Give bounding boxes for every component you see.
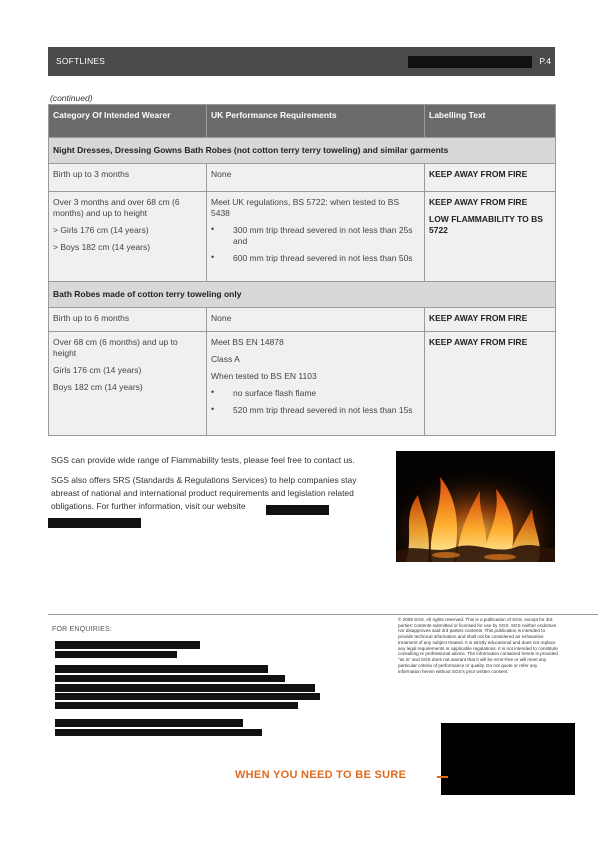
slogan-underline (437, 776, 448, 778)
label-text: LOW FLAMMABILITY TO BS 5722 (429, 214, 543, 236)
table-row (49, 164, 556, 192)
cell-wearer (49, 332, 207, 436)
page-number: P.4 (539, 56, 551, 66)
cell-label (425, 332, 556, 436)
enquiries-title: FOR ENQUIRIES: (52, 626, 112, 633)
wearer-line: > Girls 176 cm (14 years) (53, 225, 149, 236)
bullet-text: 520 mm trip thread severed in not less than 15s (233, 405, 413, 416)
flammability-requirements-table (48, 104, 556, 436)
bullet-text: no surface flash flame (233, 388, 317, 399)
section-title: SOFTLINES (56, 56, 106, 66)
cell-requirement (207, 192, 425, 282)
intro-paragraph: SGS can provide wide range of Flammability tests, please feel free to contact us. (51, 455, 355, 465)
redacted-header-block (408, 56, 532, 68)
cell-requirement (207, 332, 425, 436)
wearer-line: Over 3 months and over 68 cm (6 months) and up to height (53, 197, 180, 219)
label-text: KEEP AWAY FROM FIRE (429, 197, 528, 208)
bullet-item (211, 253, 420, 264)
redacted-contact-line (55, 684, 315, 692)
footer-divider (48, 614, 598, 615)
label-text: KEEP AWAY FROM FIRE (429, 313, 528, 324)
label-text: KEEP AWAY FROM FIRE (429, 337, 528, 348)
fire-flames-image (396, 451, 555, 562)
cell-requirement: None (207, 308, 425, 332)
cell-label (425, 308, 556, 332)
bullet-text: 600 mm trip thread severed in not less than 50s (233, 253, 413, 264)
bullet-icon: • (211, 252, 215, 263)
redacted-contact-line (55, 675, 285, 682)
cell-wearer: Birth up to 3 months (49, 164, 207, 192)
continued-label: (continued) (50, 93, 93, 103)
section-title-2: Bath Robes made of cotton terry toweling only (49, 282, 556, 308)
redacted-contact-line (55, 651, 177, 658)
wearer-line: Girls 176 cm (14 years) (53, 365, 142, 376)
bullet-icon: • (211, 224, 215, 235)
section-row-bath-robes (49, 282, 556, 308)
requirement-line: Meet BS EN 14878 (211, 337, 284, 348)
redacted-website-link-continued[interactable] (48, 518, 141, 528)
cell-label (425, 192, 556, 282)
table-header-row (49, 105, 556, 138)
label-text: KEEP AWAY FROM FIRE (429, 169, 528, 180)
wearer-line: Boys 182 cm (14 years) (53, 382, 143, 393)
requirement-intro: Meet UK regulations, BS 5722: when tested to BS 5438 (211, 197, 400, 219)
header-requirements: UK Performance Requirements (207, 105, 425, 138)
slogan: WHEN YOU NEED TO BE SURE (235, 769, 407, 781)
srs-paragraph: SGS also offers SRS (Standards & Regulations Services) to help companies stay abreast of national and international product requirements and legislation related obligations. For further information, visit our website (51, 475, 357, 512)
cell-requirement: None (207, 164, 425, 192)
wearer-line: > Boys 182 cm (14 years) (53, 242, 151, 253)
table-row (49, 192, 556, 282)
header-wearer: Category Of Intended Wearer (49, 105, 207, 138)
requirement-line: When tested to BS EN 1103 (211, 371, 317, 382)
redacted-contact-line (55, 719, 243, 727)
bullet-text: 300 mm trip thread severed in not less than 25s and (233, 225, 413, 247)
bullet-icon: • (211, 404, 215, 415)
section-row-night-dresses (49, 138, 556, 164)
redacted-contact-line (55, 693, 320, 700)
bullet-item (211, 405, 420, 416)
copyright-notice: © 2008 SGS. All rights reserved. This is a publication of SGS, except for 3rd parties' contents submitted or licensed for use by SGS. SGS neither endorses nor disapproves said 3rd parties contents. This publication is intended to provide technical information and shall not be considered an exhaustive treatment of any subject treated. It is strictly educational and does not replace any legal requirements or applicable regulations. It is not intended to constitute consulting or professional advice. The information contained herein is provided "as is" and SGS does not warrant that it will be error-free or will meet any particular criteria of performance or quality. Do not quote or refer any information herein without SGS's prior written consent. (398, 617, 558, 674)
redacted-logo-block (441, 723, 575, 795)
cell-wearer (49, 192, 207, 282)
requirement-line: Class A (211, 354, 240, 365)
redacted-contact-line (55, 702, 298, 709)
bullet-item (211, 225, 420, 247)
redacted-contact-line (55, 665, 268, 673)
cell-label (425, 164, 556, 192)
bullet-icon: • (211, 387, 215, 398)
header-labelling: Labelling Text (425, 105, 556, 138)
table-row (49, 332, 556, 436)
redacted-website-link[interactable] (266, 505, 329, 515)
section-title-1: Night Dresses, Dressing Gowns Bath Robes (not cotton terry terry toweling) and similar garments (49, 138, 556, 164)
wearer-line: Over 68 cm (6 months) and up to height (53, 337, 178, 359)
redacted-contact-line (55, 729, 262, 736)
cell-wearer: Birth up to 6 months (49, 308, 207, 332)
table-row (49, 308, 556, 332)
bullet-item (211, 388, 420, 399)
redacted-contact-line (55, 641, 200, 649)
